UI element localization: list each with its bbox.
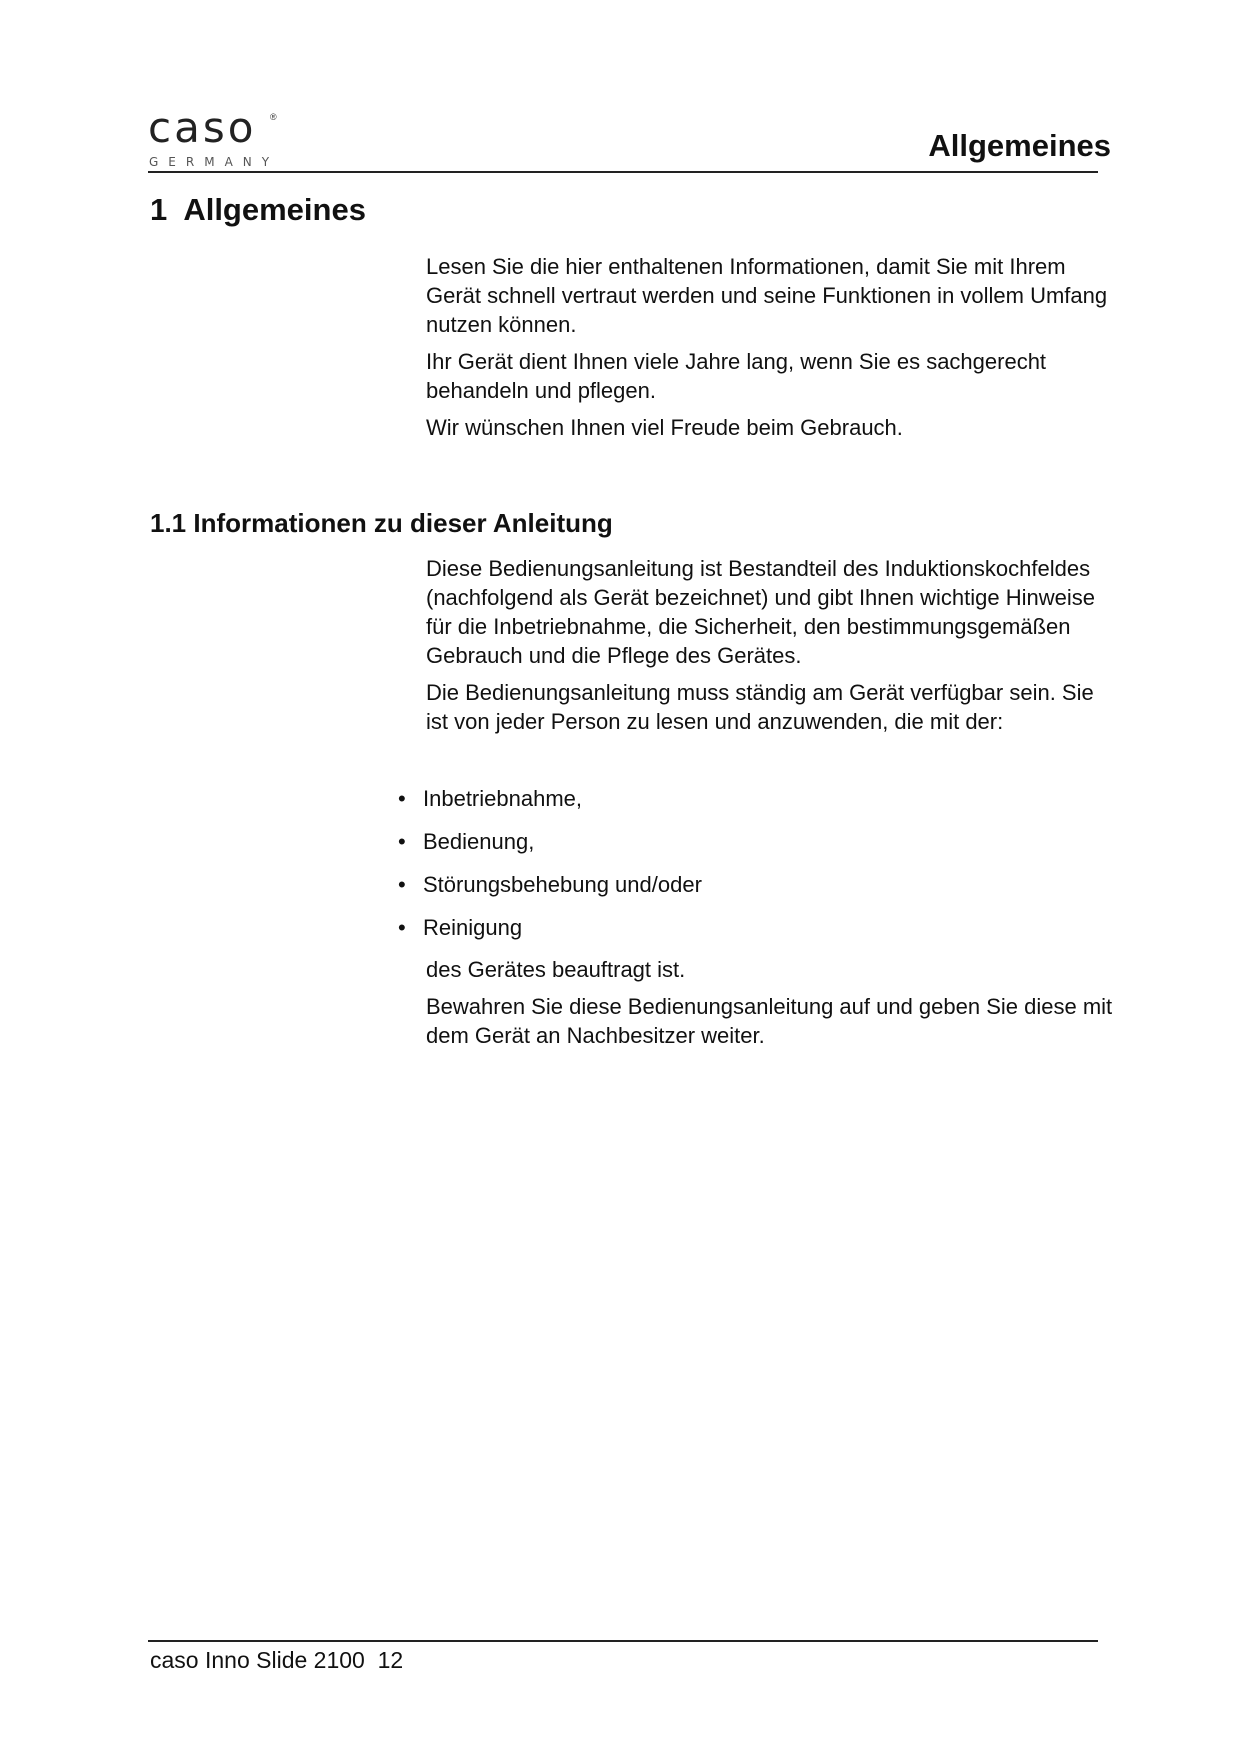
section-1-1-closing: [426, 955, 1116, 1058]
paragraph: Diese Bedienungsanleitung ist Bestandteil des Induktionskochfeldes (nachfolgend als Gerät bezeichnet) und gibt Ihnen wichtige Hinweise für die Inbetriebnahme, die Sicherheit, den bestimmungsgemäßen Gebrauch und die Pflege des Gerätes.: [426, 556, 1095, 668]
paragraph: Bewahren Sie diese Bedienungsanleitung auf und geben Sie diese mit dem Gerät an Nachbesitzer weiter.: [426, 994, 1113, 1048]
paragraph: Die Bedienungsanleitung muss ständig am Gerät verfügbar sein. Sie ist von jeder Person zu lesen und anzuwenden, die mit der:: [426, 680, 1094, 734]
bullet-icon: •: [398, 786, 406, 811]
paragraph: des Gerätes beauftragt ist.: [426, 957, 686, 982]
paragraph: Wir wünschen Ihnen viel Freude beim Gebrauch.: [426, 415, 903, 440]
paragraph: Lesen Sie die hier enthaltenen Informationen, damit Sie mit Ihrem Gerät schnell vertraut werden und seine Funktionen in vollem Umfang nutzen können.: [426, 254, 1108, 337]
header-divider: [148, 171, 1098, 173]
bullet-icon: •: [398, 915, 406, 940]
paragraph: Ihr Gerät dient Ihnen viele Jahre lang, wenn Sie es sachgerecht behandeln und pflegen.: [426, 349, 1047, 403]
bullet-icon: •: [398, 872, 406, 897]
caso-logo: [148, 103, 280, 170]
list-item: • Inbetriebnahme,: [398, 786, 582, 811]
list-item: • Reinigung: [398, 915, 523, 940]
bullet-list: [398, 784, 702, 956]
section-heading-1-1: 1.1 Informationen zu dieser Anleitung: [150, 508, 613, 538]
section-1-1-intro: [426, 554, 1116, 744]
logo-wordmark: caso: [148, 103, 257, 152]
list-item: • Bedienung,: [398, 829, 535, 854]
page-footer: caso Inno Slide 2100 12: [150, 1647, 404, 1673]
footer-divider: [148, 1640, 1098, 1642]
list-item: • Störungsbehebung und/oder: [398, 872, 702, 897]
header-title: Allgemeines: [928, 128, 1111, 163]
logo-subtitle: GERMANY: [149, 155, 280, 169]
section-1-body: [426, 252, 1116, 450]
registered-mark: ®: [270, 112, 277, 122]
section-heading-1: 1 Allgemeines: [150, 192, 366, 227]
bullet-icon: •: [398, 829, 406, 854]
